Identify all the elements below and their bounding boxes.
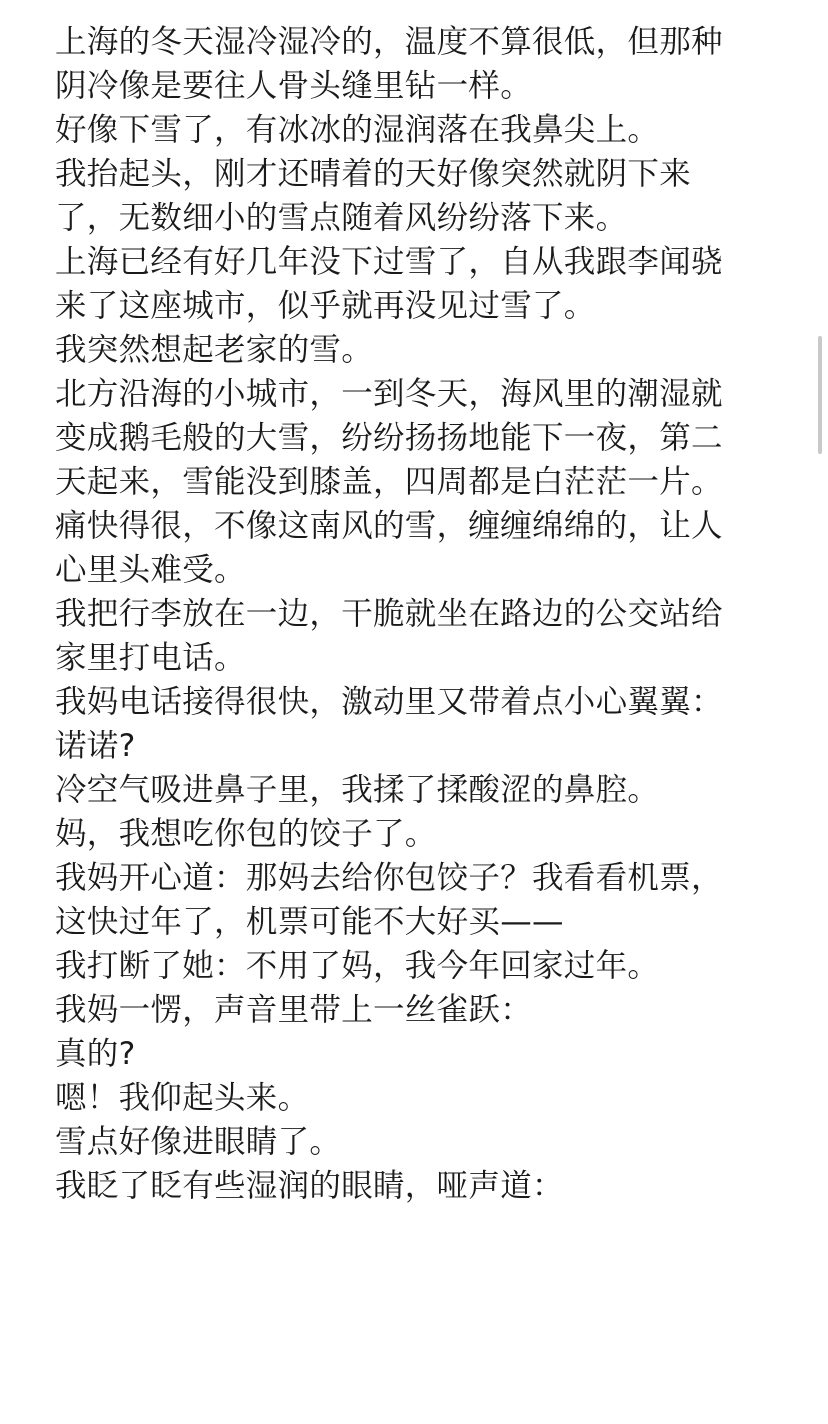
text-line: 家里打电话。 (55, 640, 246, 676)
text-line: 我妈一愣，声音里带上一丝雀跃： (55, 992, 533, 1028)
text-line: 好像下雪了，有冰冰的湿润落在我鼻尖上。 (55, 112, 660, 148)
text-line: 天起来，雪能没到膝盖，四周都是白茫茫一片。 (55, 464, 723, 500)
text-line: 妈，我想吃你包的饺子了。 (55, 816, 437, 852)
text-line: 了，无数细小的雪点随着风纷纷落下来。 (55, 200, 628, 236)
scrollbar-thumb[interactable] (818, 336, 822, 454)
text-line: 北方沿海的小城市，一到冬天，海风里的潮湿就 (55, 376, 723, 412)
text-line: 这快过年了，机票可能不大好买—— (55, 904, 564, 940)
text-line: 我眨了眨有些湿润的眼睛，哑声道： (55, 1168, 564, 1204)
text-line: 雪点好像进眼睛了。 (55, 1124, 342, 1160)
text-line: 变成鹅毛般的大雪，纷纷扬扬地能下一夜，第二 (55, 420, 723, 456)
text-line: 真的? (55, 1036, 136, 1072)
text-line: 我妈电话接得很快，激动里又带着点小心翼翼： (55, 684, 723, 720)
text-line: 我突然想起老家的雪。 (55, 332, 374, 368)
text-line: 诺诺? (55, 728, 136, 764)
text-line: 来了这座城市，似乎就再没见过雪了。 (55, 288, 596, 324)
text-line: 我妈开心道：那妈去给你包饺子？我看看机票， (55, 860, 723, 896)
text-line: 我把行李放在一边，干脆就坐在路边的公交站给 (55, 596, 723, 632)
text-line: 上海的冬天湿冷湿冷的，温度不算很低，但那种 (55, 24, 723, 60)
text-line: 嗯！我仰起头来。 (55, 1080, 310, 1116)
text-line: 冷空气吸进鼻子里，我揉了揉酸涩的鼻腔。 (55, 772, 660, 808)
text-line: 心里头难受。 (55, 552, 246, 588)
text-line: 阴冷像是要往人骨头缝里钻一样。 (55, 68, 533, 104)
article-text (55, 20, 767, 1208)
text-line: 我抬起头，刚才还晴着的天好像突然就阴下来 (55, 156, 692, 192)
text-line: 上海已经有好几年没下过雪了，自从我跟李闻骁 (55, 244, 723, 280)
text-line: 痛快得很，不像这南风的雪，缠缠绵绵的，让人 (55, 508, 723, 544)
text-line: 我打断了她：不用了妈，我今年回家过年。 (55, 948, 660, 984)
